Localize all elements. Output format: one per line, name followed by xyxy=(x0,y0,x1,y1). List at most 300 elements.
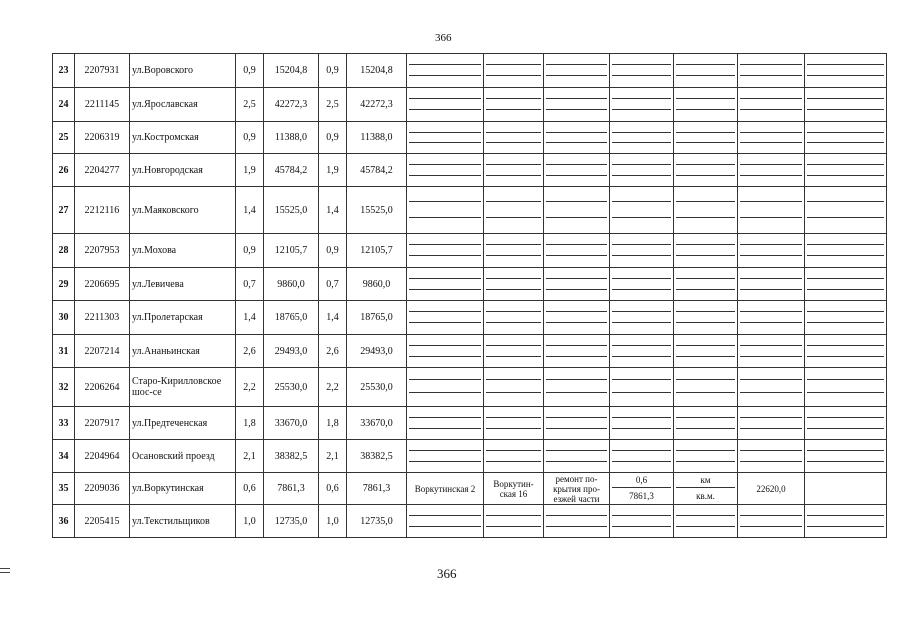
empty-cell xyxy=(674,505,738,538)
sub-line xyxy=(546,268,607,279)
area-value: 25530,0 xyxy=(264,368,319,407)
sub-line xyxy=(676,99,735,110)
length-value-repeat: 0,9 xyxy=(319,122,347,154)
length-value: 2,2 xyxy=(236,368,264,407)
empty-cell xyxy=(484,440,544,473)
area-value: 18765,0 xyxy=(264,301,319,335)
length-value: 0,6 xyxy=(236,473,264,505)
length-value: 1,8 xyxy=(236,407,264,440)
sub-line xyxy=(740,187,802,202)
sub-line xyxy=(486,88,541,99)
empty-cell xyxy=(484,122,544,154)
empty-cell xyxy=(407,187,484,234)
empty-cell xyxy=(805,368,887,407)
sub-line xyxy=(740,407,802,418)
sub-line xyxy=(546,335,607,346)
empty-cell xyxy=(805,505,887,538)
sub-line xyxy=(409,187,481,202)
sub-line xyxy=(486,462,541,472)
empty-cell xyxy=(674,154,738,187)
street-name: ул.Левичева xyxy=(130,268,236,301)
sub-line xyxy=(612,143,671,153)
street-name: Осановский проезд xyxy=(130,440,236,473)
length-value: 1,0 xyxy=(236,505,264,538)
margin-mark xyxy=(0,572,10,573)
sub-line xyxy=(409,165,481,176)
sub-line xyxy=(612,462,671,472)
road-code: 2204964 xyxy=(75,440,130,473)
street-name: ул.Маяковского xyxy=(130,187,236,234)
length-value: 0,9 xyxy=(236,234,264,268)
sub-line xyxy=(486,505,541,516)
empty-cell xyxy=(805,301,887,335)
sub-line xyxy=(807,176,884,186)
sub-line xyxy=(676,527,735,537)
sub-line xyxy=(612,165,671,176)
sub-line xyxy=(409,462,481,472)
sub-line xyxy=(807,154,884,165)
length-value-repeat: 1,4 xyxy=(319,187,347,234)
sub-line xyxy=(807,279,884,290)
sub-line xyxy=(807,462,884,472)
length-value-repeat: 0,7 xyxy=(319,268,347,301)
empty-cell xyxy=(610,234,674,268)
area-value-repeat: 12735,0 xyxy=(347,505,407,538)
length-value: 0,9 xyxy=(236,54,264,88)
sub-line xyxy=(409,346,481,357)
area-value-repeat: 15204,8 xyxy=(347,54,407,88)
sub-line xyxy=(612,368,671,380)
sub-line xyxy=(807,110,884,121)
empty-cell xyxy=(738,187,805,234)
sub-line xyxy=(486,165,541,176)
sub-line xyxy=(807,268,884,279)
sub-line xyxy=(409,393,481,406)
margin-mark xyxy=(0,568,10,569)
empty-cell xyxy=(610,54,674,88)
sub-line xyxy=(807,76,884,87)
sub-line xyxy=(409,407,481,418)
sub-line xyxy=(740,218,802,233)
repair-work-type xyxy=(544,473,610,505)
empty-cell xyxy=(610,368,674,407)
sub-line xyxy=(740,54,802,65)
sub-line xyxy=(546,323,607,334)
sub-line xyxy=(486,154,541,165)
sub-line xyxy=(486,122,541,133)
sub-line xyxy=(409,133,481,143)
empty-cell xyxy=(738,154,805,187)
table-body xyxy=(53,54,887,538)
street-name: ул.Костромская xyxy=(130,122,236,154)
sub-line xyxy=(807,202,884,218)
sub-line xyxy=(409,122,481,133)
table-row xyxy=(53,440,887,473)
sub-line xyxy=(676,154,735,165)
sub-line xyxy=(486,516,541,527)
sub-line xyxy=(807,99,884,110)
sub-line xyxy=(546,218,607,233)
sub-line xyxy=(676,429,735,439)
sub-line xyxy=(740,176,802,186)
sub-line xyxy=(740,516,802,527)
sub-line xyxy=(740,393,802,406)
empty-cell xyxy=(407,440,484,473)
sub-line xyxy=(486,407,541,418)
sub-line xyxy=(409,76,481,87)
table-row xyxy=(53,505,887,538)
empty-cell xyxy=(805,268,887,301)
sub-line xyxy=(807,88,884,99)
sub-line xyxy=(740,301,802,312)
sub-line xyxy=(740,429,802,439)
table-row xyxy=(53,234,887,268)
empty-cell xyxy=(484,234,544,268)
sub-line xyxy=(546,312,607,323)
table-row xyxy=(53,122,887,154)
area-value: 11388,0 xyxy=(264,122,319,154)
empty-cell xyxy=(610,407,674,440)
sub-line xyxy=(676,312,735,323)
empty-cell xyxy=(805,473,887,505)
area-value-repeat: 15525,0 xyxy=(347,187,407,234)
sub-line xyxy=(486,99,541,110)
sub-line xyxy=(409,279,481,290)
sub-line xyxy=(486,234,541,245)
sub-line xyxy=(740,451,802,462)
empty-cell xyxy=(407,122,484,154)
sub-line xyxy=(486,323,541,334)
empty-cell xyxy=(544,407,610,440)
sub-line xyxy=(612,122,671,133)
sub-line xyxy=(409,335,481,346)
empty-cell xyxy=(674,187,738,234)
sub-line xyxy=(546,143,607,153)
sub-line xyxy=(612,346,671,357)
sub-line xyxy=(807,312,884,323)
empty-cell xyxy=(544,122,610,154)
sub-line xyxy=(409,516,481,527)
sub-line xyxy=(409,312,481,323)
sub-line xyxy=(486,268,541,279)
sub-line xyxy=(612,516,671,527)
sub-line xyxy=(740,65,802,76)
sub-line xyxy=(807,380,884,393)
sub-line xyxy=(409,176,481,186)
empty-cell xyxy=(544,301,610,335)
sub-line xyxy=(546,279,607,290)
sub-line xyxy=(676,165,735,176)
sub-line xyxy=(740,256,802,267)
sub-line xyxy=(612,527,671,537)
sub-line xyxy=(409,380,481,393)
table-row xyxy=(53,88,887,122)
length-value-repeat: 2,2 xyxy=(319,368,347,407)
sub-line xyxy=(740,505,802,516)
sub-line xyxy=(612,202,671,218)
empty-cell xyxy=(674,54,738,88)
sub-line xyxy=(486,76,541,87)
length-value: 0,7 xyxy=(236,268,264,301)
empty-cell xyxy=(674,335,738,368)
sub-line xyxy=(807,218,884,233)
row-number: 23 xyxy=(53,54,75,88)
row-number: 27 xyxy=(53,187,75,234)
empty-cell xyxy=(610,154,674,187)
sub-line xyxy=(807,451,884,462)
sub-line xyxy=(486,133,541,143)
empty-cell xyxy=(610,505,674,538)
table-row xyxy=(53,187,887,234)
empty-cell xyxy=(610,268,674,301)
length-value-repeat: 2,5 xyxy=(319,88,347,122)
sub-line xyxy=(676,202,735,218)
road-code: 2207214 xyxy=(75,335,130,368)
sub-line xyxy=(807,527,884,537)
sub-line xyxy=(409,268,481,279)
sub-line xyxy=(740,76,802,87)
street-name: ул.Предтеченская xyxy=(130,407,236,440)
sub-line xyxy=(409,505,481,516)
sub-line xyxy=(409,99,481,110)
area-value-repeat: 42272,3 xyxy=(347,88,407,122)
length-value-repeat: 1,9 xyxy=(319,154,347,187)
sub-line xyxy=(612,418,671,429)
sub-line xyxy=(807,165,884,176)
table-row xyxy=(53,473,887,505)
area-value: 33670,0 xyxy=(264,407,319,440)
length-value: 2,5 xyxy=(236,88,264,122)
area-value: 38382,5 xyxy=(264,440,319,473)
sub-line xyxy=(409,357,481,367)
sub-line xyxy=(409,143,481,153)
empty-cell xyxy=(738,505,805,538)
sub-line xyxy=(486,65,541,76)
empty-cell xyxy=(544,505,610,538)
sub-line xyxy=(740,268,802,279)
sub-line xyxy=(676,122,735,133)
sub-line xyxy=(676,368,735,380)
repair-cost xyxy=(738,473,805,505)
area-value: 12735,0 xyxy=(264,505,319,538)
empty-cell xyxy=(610,88,674,122)
road-code: 2211145 xyxy=(75,88,130,122)
area-value-repeat: 33670,0 xyxy=(347,407,407,440)
table-row xyxy=(53,154,887,187)
sub-line xyxy=(486,110,541,121)
sub-line xyxy=(676,76,735,87)
empty-cell xyxy=(544,335,610,368)
area-value-repeat: 9860,0 xyxy=(347,268,407,301)
sub-line xyxy=(486,202,541,218)
sub-line xyxy=(612,407,671,418)
road-code: 2207917 xyxy=(75,407,130,440)
empty-cell xyxy=(407,407,484,440)
empty-cell xyxy=(805,54,887,88)
sub-line xyxy=(807,54,884,65)
row-number: 28 xyxy=(53,234,75,268)
sub-line xyxy=(546,54,607,65)
empty-cell xyxy=(407,154,484,187)
repair-amount-bottom: 7861,3 xyxy=(629,490,654,501)
sub-line xyxy=(807,393,884,406)
sub-line xyxy=(612,110,671,121)
empty-cell xyxy=(738,122,805,154)
sub-line xyxy=(612,218,671,233)
sub-line xyxy=(486,440,541,451)
sub-line xyxy=(409,202,481,218)
sub-line xyxy=(740,165,802,176)
sub-line xyxy=(612,176,671,186)
sub-line xyxy=(676,516,735,527)
sub-line xyxy=(807,187,884,202)
empty-cell xyxy=(407,335,484,368)
sub-line xyxy=(546,234,607,245)
sub-line xyxy=(676,407,735,418)
empty-cell xyxy=(674,234,738,268)
sub-line xyxy=(486,357,541,367)
sub-line xyxy=(486,335,541,346)
sub-line xyxy=(612,76,671,87)
area-value: 45784,2 xyxy=(264,154,319,187)
empty-cell xyxy=(407,234,484,268)
sub-line xyxy=(740,440,802,451)
area-value: 15525,0 xyxy=(264,187,319,234)
area-value: 12105,7 xyxy=(264,234,319,268)
sub-line xyxy=(546,99,607,110)
sub-line xyxy=(676,346,735,357)
repair-work-type-text: ремонт по-крытия про-езжей части xyxy=(553,473,600,504)
empty-cell xyxy=(805,407,887,440)
sub-line xyxy=(546,357,607,367)
length-value: 0,9 xyxy=(236,122,264,154)
road-code: 2211303 xyxy=(75,301,130,335)
empty-cell xyxy=(544,154,610,187)
empty-cell xyxy=(805,335,887,368)
empty-cell xyxy=(407,268,484,301)
sub-line xyxy=(546,527,607,537)
sub-line xyxy=(409,301,481,312)
sub-line xyxy=(740,133,802,143)
table-row xyxy=(53,54,887,88)
empty-cell xyxy=(484,154,544,187)
sub-line xyxy=(546,176,607,186)
length-value: 1,4 xyxy=(236,187,264,234)
sub-line xyxy=(546,407,607,418)
empty-cell xyxy=(674,440,738,473)
area-value: 15204,8 xyxy=(264,54,319,88)
sub-line xyxy=(409,290,481,300)
sub-line xyxy=(546,202,607,218)
sub-line xyxy=(676,380,735,393)
sub-line xyxy=(612,323,671,334)
street-name: ул.Текстильщиков xyxy=(130,505,236,538)
empty-cell xyxy=(484,54,544,88)
sub-line xyxy=(740,99,802,110)
street-name: ул.Мохова xyxy=(130,234,236,268)
sub-line xyxy=(740,122,802,133)
sub-line xyxy=(740,368,802,380)
row-number: 25 xyxy=(53,122,75,154)
area-value: 7861,3 xyxy=(264,473,319,505)
road-code: 2206695 xyxy=(75,268,130,301)
empty-cell xyxy=(805,187,887,234)
sub-line xyxy=(486,301,541,312)
street-name: ул.Ананьинская xyxy=(130,335,236,368)
sub-line xyxy=(612,357,671,367)
row-number: 29 xyxy=(53,268,75,301)
empty-cell xyxy=(805,154,887,187)
repair-unit xyxy=(674,473,738,505)
sub-line xyxy=(740,88,802,99)
road-code: 2207931 xyxy=(75,54,130,88)
sub-line xyxy=(612,256,671,267)
sub-line xyxy=(546,88,607,99)
row-number: 24 xyxy=(53,88,75,122)
sub-line xyxy=(740,312,802,323)
area-value-repeat: 45784,2 xyxy=(347,154,407,187)
sub-line xyxy=(546,65,607,76)
sub-line xyxy=(676,143,735,153)
street-name: ул.Пролетарская xyxy=(130,301,236,335)
sub-line xyxy=(676,290,735,300)
sub-line xyxy=(612,312,671,323)
repair-unit-bottom: кв.м. xyxy=(696,490,715,501)
sub-line xyxy=(676,110,735,121)
sub-line xyxy=(486,245,541,256)
sub-line xyxy=(546,516,607,527)
empty-cell xyxy=(738,88,805,122)
table-row xyxy=(53,335,887,368)
sub-line xyxy=(409,110,481,121)
row-number: 30 xyxy=(53,301,75,335)
length-value-repeat: 0,6 xyxy=(319,473,347,505)
sub-line xyxy=(409,440,481,451)
sub-line xyxy=(546,133,607,143)
sub-line xyxy=(409,418,481,429)
length-value: 2,1 xyxy=(236,440,264,473)
area-value-repeat: 11388,0 xyxy=(347,122,407,154)
sub-line xyxy=(612,54,671,65)
empty-cell xyxy=(674,268,738,301)
sub-line xyxy=(546,245,607,256)
empty-cell xyxy=(674,301,738,335)
sub-line xyxy=(612,505,671,516)
sub-line xyxy=(612,99,671,110)
sub-line xyxy=(486,312,541,323)
length-value-repeat: 2,1 xyxy=(319,440,347,473)
sub-line xyxy=(740,462,802,472)
road-code: 2204277 xyxy=(75,154,130,187)
table-row xyxy=(53,268,887,301)
sub-line xyxy=(486,429,541,439)
sub-line xyxy=(807,357,884,367)
area-value: 9860,0 xyxy=(264,268,319,301)
sub-line xyxy=(409,54,481,65)
empty-cell xyxy=(610,187,674,234)
sub-line xyxy=(807,505,884,516)
sub-line xyxy=(486,418,541,429)
empty-cell xyxy=(674,122,738,154)
empty-cell xyxy=(484,505,544,538)
sub-line xyxy=(486,176,541,186)
sub-line xyxy=(807,122,884,133)
sub-line xyxy=(807,143,884,153)
sub-line xyxy=(676,279,735,290)
empty-cell xyxy=(407,301,484,335)
area-value-repeat: 38382,5 xyxy=(347,440,407,473)
empty-cell xyxy=(484,187,544,234)
